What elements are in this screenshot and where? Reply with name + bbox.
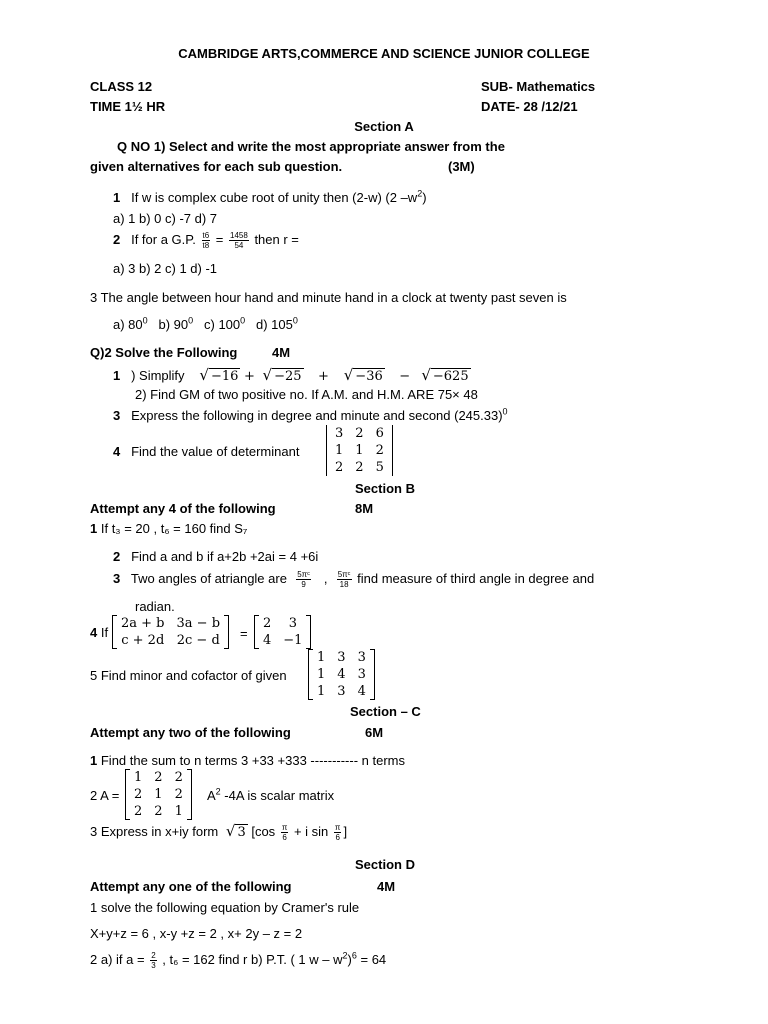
matrix-cell: 2: [263, 616, 272, 631]
fraction-denominator: 6: [335, 833, 340, 843]
degree-sign: 0: [142, 315, 148, 326]
matrix-cell: 2: [355, 460, 364, 475]
degree-sign: 0: [502, 406, 508, 417]
matrix-cell: 2a + b: [121, 616, 165, 631]
fraction: [202, 231, 211, 250]
question-b4-label: [90, 625, 108, 641]
matrix-cell: 2: [174, 787, 183, 802]
college-name: CAMBRIDGE ARTS,COMMERCE AND SCIENCE JUNIOR COLLEGE: [178, 46, 590, 61]
fraction-numerator: 5πᶜ: [297, 570, 310, 580]
question-text: Two angles of atriangle are: [130, 571, 287, 586]
question-text: ) Simplify: [131, 368, 185, 383]
fraction-numerator: 5πᶜ: [337, 570, 351, 580]
question-d2: [90, 948, 386, 972]
question-a2-options: a) 3 b) 2 c) 1 d) -1: [113, 261, 218, 276]
fraction: [334, 823, 342, 842]
paren-close: ): [347, 952, 352, 967]
operator: +: [317, 369, 329, 384]
matrix-cell: 2: [174, 770, 183, 785]
fraction-denominator: 6: [282, 833, 287, 843]
matrix-cell: 4: [357, 684, 366, 699]
matrix-cell: 3: [357, 650, 366, 665]
q2-marks: 4M: [272, 345, 291, 360]
section-a-title: Section A: [354, 119, 414, 134]
operator: +: [244, 369, 255, 384]
q2-title: Q)2 Solve the Following: [90, 345, 238, 360]
question-text: -4A is scalar matrix: [220, 788, 335, 803]
section-d-marks: 4M: [377, 879, 396, 894]
matrix-cell: −1: [283, 633, 303, 648]
matrix-cell: 4: [337, 667, 346, 682]
square-root: √ 3: [225, 822, 246, 840]
fraction-denominator: 54: [234, 241, 244, 251]
question-b2: [113, 549, 318, 565]
determinant-matrix: [326, 425, 393, 479]
matrix-cell: 2: [375, 443, 384, 458]
matrix-cell: 3: [288, 616, 297, 631]
q1-marks: (3M): [448, 159, 475, 174]
matrix-cell: 2: [154, 770, 163, 785]
matrix-cell: 1: [154, 787, 163, 802]
matrix-cell: 2: [134, 787, 143, 802]
matrix-a: [125, 769, 192, 823]
exponent: 6: [351, 950, 357, 961]
matrix-cell: 2: [355, 426, 364, 441]
square-root: √ −16: [199, 366, 239, 384]
question-number: 4: [90, 625, 98, 640]
matrix-right: [254, 615, 311, 652]
radicand: 3: [237, 825, 246, 840]
matrix-cell: 1: [317, 684, 326, 699]
radicand: −36: [355, 369, 383, 384]
question-number: 3: [113, 571, 121, 586]
fraction: [337, 570, 352, 589]
question-number: 1: [90, 521, 98, 536]
class-label: CLASS 12: [90, 79, 153, 94]
matrix-cell: 3a − b: [176, 616, 221, 631]
section-b-marks: 8M: [355, 501, 374, 516]
question-number: 1: [113, 190, 121, 205]
fraction-denominator: 9: [301, 580, 306, 590]
question-a1-options: a) 1 b) 0 c) -7 d) 7: [113, 211, 218, 226]
question-q2-3: [113, 408, 508, 424]
section-b-title: Section B: [355, 481, 415, 496]
option-d: d) 105: [256, 317, 293, 332]
question-text: Find a and b if a+2b +2ai = 4 +6i: [131, 549, 319, 564]
degree-sign: 0: [240, 315, 246, 326]
matrix-cell: c + 2d: [121, 633, 165, 648]
question-b1: [90, 521, 247, 537]
section-b-instruction: Attempt any 4 of the following: [90, 501, 276, 516]
question-c2-label: 2 A =: [90, 788, 120, 803]
question-c3: [90, 818, 347, 846]
question-text-end: then r =: [254, 232, 299, 247]
section-c-instruction: Attempt any two of the following: [90, 725, 291, 740]
matrix-cell: 1: [174, 804, 183, 819]
question-text-end: find measure of third angle in degree and: [357, 571, 595, 586]
matrix-cell: 3: [357, 667, 366, 682]
question-text: If for a G.P.: [131, 232, 196, 247]
question-a2: [113, 229, 299, 251]
option-c: c) 100: [204, 317, 241, 332]
exponent: 2: [342, 950, 348, 961]
radicand: −625: [432, 369, 469, 384]
square-root: √ −625: [421, 366, 469, 384]
section-d-title: Section D: [355, 857, 415, 872]
matrix-cell: 4: [263, 633, 272, 648]
question-b3: [113, 566, 594, 592]
matrix-left: [112, 615, 229, 652]
question-d1-equations: X+y+z = 6 , x-y +z = 2 , x+ 2y – z = 2: [90, 926, 303, 941]
question-d1: 1 solve the following equation by Cramer's rule: [90, 900, 360, 915]
section-d-instruction: Attempt any one of the following: [90, 879, 292, 894]
fraction-denominator: t8: [202, 241, 210, 251]
operator: −: [399, 369, 411, 384]
question-b5: 5 Find minor and cofactor of given: [90, 668, 287, 683]
exponent: 2: [417, 188, 423, 199]
matrix-minor-cofactor: [308, 649, 375, 703]
matrix-cell: 2c − d: [176, 633, 220, 648]
question-q2-1: [113, 365, 471, 387]
sin-text: + i sin: [293, 824, 329, 839]
question-a1: [113, 190, 427, 206]
section-c-title: Section – C: [350, 704, 421, 719]
square-root: √ −36: [343, 366, 383, 384]
fraction: [229, 231, 249, 250]
option-a: a) 80: [113, 317, 143, 332]
question-q2-4: [113, 444, 299, 460]
matrix-cell: 2: [335, 460, 344, 475]
fraction: [296, 570, 311, 589]
q1-instruction-line1: Q NO 1) Select and write the most appropriate answer from the: [117, 139, 505, 154]
question-number: 1: [113, 368, 121, 383]
fraction-numerator: π: [334, 823, 341, 833]
matrix-cell: 5: [375, 460, 384, 475]
question-text: 3 Express in x+iy form: [90, 824, 219, 839]
question-text-end: ): [422, 190, 427, 205]
question-number: 2: [113, 549, 121, 564]
degree-sign: 0: [292, 315, 298, 326]
matrix-cell: 2: [134, 804, 143, 819]
option-b: b) 90: [158, 317, 189, 332]
matrix-cell: 1: [134, 770, 143, 785]
question-number: 4: [113, 444, 121, 459]
degree-sign: 0: [188, 315, 194, 326]
question-q2-2: 2) Find GM of two positive no. If A.M. and H.M. ARE 75× 48: [135, 387, 478, 402]
separator: ,: [323, 571, 328, 586]
date-label: DATE- 28 /12/21: [481, 99, 578, 114]
matrix-cell: 2: [154, 804, 163, 819]
square-root: √ −25: [262, 366, 302, 384]
matrix-cell: 3: [337, 684, 346, 699]
question-text: If w is complex cube root of unity then (2-w) (2 –w: [131, 190, 418, 205]
fraction: [281, 823, 289, 842]
fraction-numerator: 1458: [230, 231, 248, 241]
matrix-cell: 1: [317, 667, 326, 682]
question-text: 2 a) if a =: [90, 952, 145, 967]
matrix-cell: 1: [335, 443, 344, 458]
matrix-cell: 1: [317, 650, 326, 665]
equals-sign: =: [215, 232, 224, 247]
question-number: 3: [113, 408, 121, 423]
equals-sign: =: [240, 626, 248, 641]
question-b3-line2: radian.: [135, 599, 175, 614]
matrix-name: A: [207, 788, 216, 803]
question-number: 1: [90, 753, 98, 768]
matrix-cell: 6: [375, 426, 384, 441]
matrix-cell: 3: [337, 650, 346, 665]
question-text: If t₃ = 20 , t₆ = 160 find S₇: [100, 521, 248, 536]
time-label: TIME 1½ HR: [90, 99, 166, 114]
matrix-cell: 1: [355, 443, 364, 458]
result-value: = 64: [356, 952, 387, 967]
section-c-marks: 6M: [365, 725, 384, 740]
question-a3: 3 The angle between hour hand and minute hand in a clock at twenty past seven is: [90, 290, 567, 305]
subject-label: SUB- Mathematics: [481, 79, 596, 94]
question-c1: [90, 753, 405, 769]
question-number: 2: [113, 232, 121, 247]
fraction-numerator: 2: [151, 951, 156, 961]
fraction-denominator: 18: [339, 580, 349, 590]
matrix-cell: 3: [335, 426, 344, 441]
q1-instruction-line2: given alternatives for each sub question.: [90, 159, 343, 174]
fraction-denominator: 3: [151, 961, 156, 971]
fraction-numerator: t6: [202, 231, 210, 241]
radicand: −16: [210, 369, 239, 384]
exponent: 2: [215, 786, 221, 797]
question-text: Express the following in degree and minute and second (245.33): [131, 408, 503, 423]
bracket-close: ]: [343, 824, 348, 839]
fraction-numerator: π: [281, 823, 288, 833]
cos-text: [cos: [251, 824, 276, 839]
question-text: , t₆ = 162 find r b) P.T. ( 1 w – w: [162, 952, 343, 967]
question-text: Find the value of determinant: [131, 444, 300, 459]
question-c2-text: [207, 788, 334, 804]
question-text: Find the sum to n terms 3 +33 +333 ----------- n terms: [100, 753, 405, 768]
question-text: If: [100, 625, 109, 640]
question-a3-options: [113, 317, 298, 333]
fraction: [150, 951, 156, 970]
radicand: −25: [274, 369, 302, 384]
